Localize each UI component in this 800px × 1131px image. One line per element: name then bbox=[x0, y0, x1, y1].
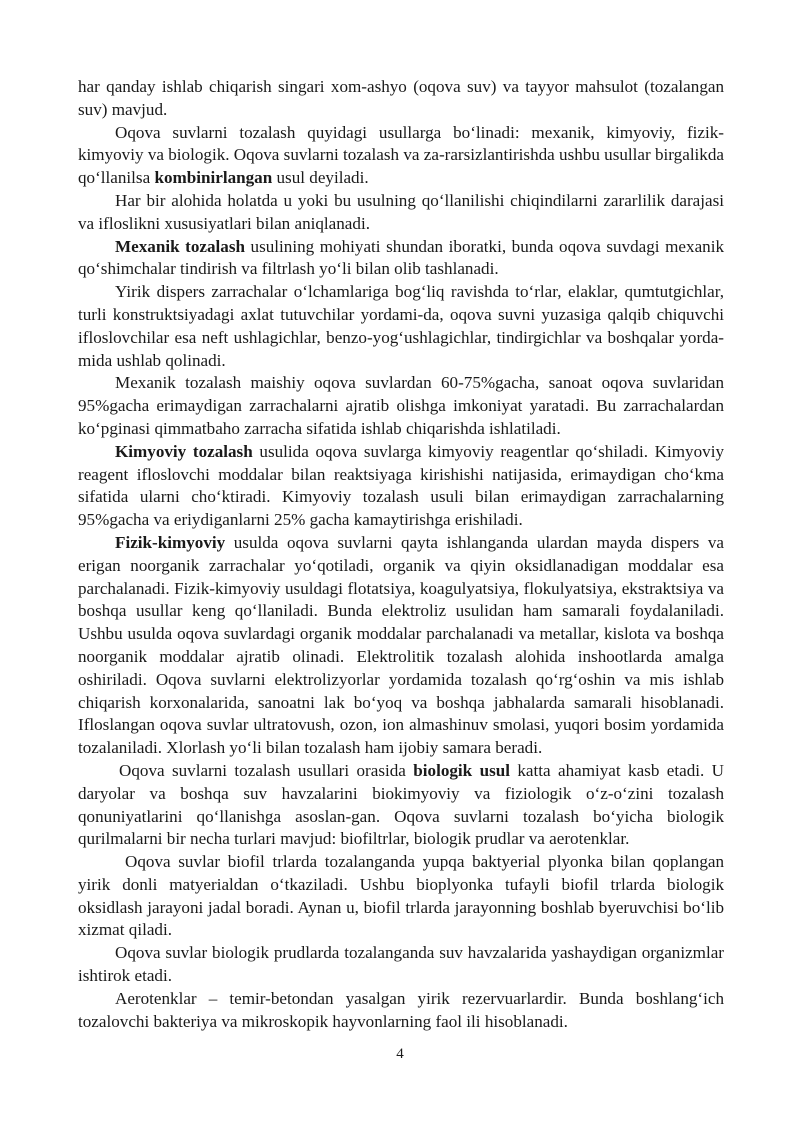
paragraph-mechanical-efficiency: Mexanik tozalash maishiy oqova suvlardan 60-75%gacha, sanoat oqova suvlaridan 95%gacha erimaydigan zarrachalarni ajratib olishga imkoniyat yaratadi. Bu zarrachalardan ko‘pginasi qimmatbaho zarracha sifatida ishlab chiqarishda ishlatiladi. bbox=[78, 373, 724, 438]
paragraph-method-selection: Har bir alohida holatda u yoki bu usulning qo‘llanilishi chiqindilarni zararlilik darajasi va ifloslikni xususiyatlari bilan aniqlanadi. bbox=[78, 190, 724, 233]
page-number: 4 bbox=[396, 1046, 404, 1062]
paragraph-text: Oqova suvlarni tozalash usullari orasida bbox=[119, 760, 414, 780]
paragraph-text: usulda oqova suvlarni qayta ishlanganda ulardan mayda dispers va erigan noorganik zarrachalar yo‘qotiladi, organik va qiyin oksidlanadigan moddalar esa parchalanadi. Fizik-kimyoviy usuldagi flotatsiya, koagulyatsiya, flokulyatsiya, ekstraktsiya va boshqa usullar keng qo‘llaniladi. Bunda elektroliz usulidan ham samarali foydalaniladi. Ushbu usulda oqova suvlardagi organik moddalar parchalanadi va metallar, kislota va boshqa noorganik moddalar ajratib olinadi. Elektrolitik tozalash alohida inshootlarda amalga oshiriladi. Oqova suvlarni elektrolizyorlar yordamida tozalash qo‘rg‘oshin va mis ishlab chiqarish korxonalarida, sanoatni lak bo‘yoq va boshqa jabhalarda samarali hisoblanadi. Ifloslangan oqova suvlar ultratovush, ozon, ion almashinuv smolasi, yuqori bosim yordamida tozalaniladi. Xlorlash yo‘li bilan tozalash ham ijobiy samara beradi. bbox=[78, 532, 724, 758]
paragraph-text: katta ahamiyat kasb etadi. U daryolar va boshqa suv havzalarini biokimyoviy va fiziologik o‘z-o‘zini tozalash qonuniyatlarini qo‘llanishga asoslan-gan. Oqova suvlarni tozalash bo‘yicha biologik qurilmalarni bir necha turlari mavjud: biofiltrlar, biologik prudlar va aerotenklar. bbox=[78, 760, 725, 849]
paragraph-physico-chemical bbox=[78, 532, 724, 760]
term-kimyoviy-tozalash: Kimyoviy tozalash bbox=[115, 441, 253, 461]
paragraph-mechanical bbox=[78, 236, 724, 282]
paragraph-text: usulida oqova suvlarga kimyoviy reagentlar qo‘shiladi. Kimyoviy reagent ifloslovchi moddalar bilan reaktsiyaga kirishishi natijasida, erimaydigan cho‘kma sifatida ularni cho‘ktiradi. Kimyoviy tozalash usuli bilan erimaydigan zarrachalarning 95%gacha va eriydiganlarni 25% gacha kamaytirishga erishiladi. bbox=[78, 441, 724, 530]
paragraph-text: usulining mohiyati shundan iboratki, bunda oqova suvdagi mexanik qo‘shimchalar tindirish va filtrlash yo‘li bilan olib tashlanadi. bbox=[78, 236, 724, 279]
paragraph-biological bbox=[78, 760, 724, 851]
paragraph-text: Oqova suvlarni tozalash quyidagi usullarga bo‘linadi: mexanik, kimyoviy, fizik-kimyoviy va biologik. Oqova suvlarni tozalash va za-rarsizlantirishda ushbu usullar birgalikda qo‘llanilsa bbox=[78, 122, 724, 188]
paragraph-dispersed-particles: Yirik dispers zarrachalar o‘lchamlariga bog‘liq ravishda to‘rlar, elaklar, qumtutgichlar, turli konstruktsiyadagi axlat tutuvchilar yordami-da, oqova suvni yuzasiga qalqib chiquvchi ifloslovchilar esa neft ushlagichlar, benzo-yog‘ushlagichlar, tindirgichlar va boshqalar yorda-mida ushlab qolinadi. bbox=[78, 282, 724, 370]
document-page bbox=[78, 76, 724, 1033]
paragraph-biological-ponds: Oqova suvlar biologik prudlarda tozalanganda suv havzalarida yashaydigan organizmlar ishtirok etadi. bbox=[78, 943, 724, 986]
paragraph-aerotanks: Aerotenklar – temir-betondan yasalgan yirik rezervuarlardir. Bunda boshlang‘ich tozalovchi bakteriya va mikroskopik hayvonlarning faol ili hisoblanadi. bbox=[78, 988, 724, 1031]
paragraph-intro-continuation: har qanday ishlab chiqarish singari xom-ashyo (oqova suv) va tayyor mahsulot (tozalangan suv) mavjud. bbox=[78, 77, 724, 119]
term-biologik-usul: biologik usul bbox=[413, 760, 510, 780]
term-mexanik-tozalash: Mexanik tozalash bbox=[115, 236, 245, 256]
paragraph-chemical bbox=[78, 441, 724, 532]
paragraph-biofilters: Oqova suvlar biofil trlarda tozalanganda yupqa baktyerial plyonka bilan qoplangan yirik donli matyerialdan o‘tkaziladi. Ushbu bioplyonka tufayli biofil trlarda biologik oksidlash jarayoni jadal boradi. Aynan u, biofil trlarda jarayonning boshlab byeruvchisi bo‘lib xizmat qiladi. bbox=[78, 852, 724, 940]
term-fizik-kimyoviy: Fizik-kimyoviy bbox=[115, 532, 226, 552]
paragraph-methods-overview bbox=[78, 122, 724, 190]
paragraph-text: usul deyiladi. bbox=[272, 168, 369, 188]
term-kombinirlangan: kombinirlangan bbox=[154, 168, 273, 188]
